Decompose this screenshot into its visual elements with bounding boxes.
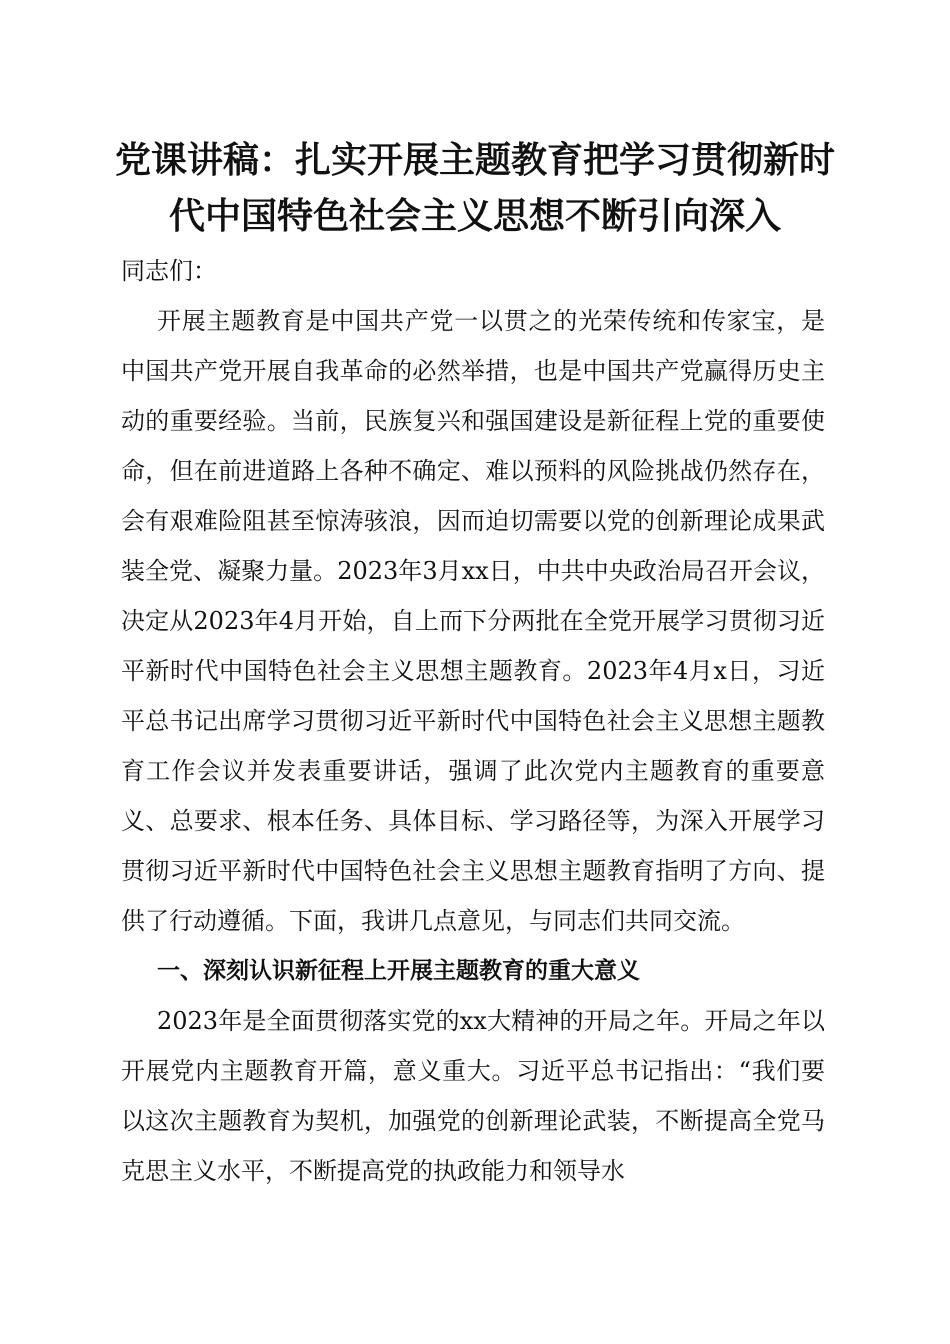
paragraph-intro: 开展主题教育是中国共产党一以贯之的光荣传统和传家宝，是中国共产党开展自我革命的必然举措，也是中国共产党赢得历史主动的重要经验。当前，民族复兴和强国建设是新征程上党的重要使命，但在前进道路上各种不确定、难以预料的风险挑战仍然存在，会有艰难险阻甚至惊涛骇浪，因而迫切需要以党的创新理论成果武装全党、凝聚力量。2023年3月xx日，中共中央政治局召开会议，决定从2023年4月开始，自上而下分两批在全党开展学习贯彻习近平新时代中国特色社会主义思想主题教育。2023年4月x日，习近平总书记出席学习贯彻习近平新时代中国特色社会主义思想主题教育工作会议并发表重要讲话，强调了此次党内主题教育的重要意义、总要求、根本任务、具体目标、学习路径等，为深入开展学习贯彻习近平新时代中国特色社会主义思想主题教育指明了方向、提供了行动遵循。下面，我讲几点意见，与同志们共同交流。 — [121, 307, 825, 935]
document-body — [121, 246, 825, 1196]
salutation: 同志们： — [121, 257, 217, 285]
title-line-2: 代中国特色社会主义思想不断引向深入 — [168, 195, 781, 237]
title-line-1: 党课讲稿：扎实开展主题教育把学习贯彻新时 — [114, 139, 835, 181]
paragraph-section-1: 2023年是全面贯彻落实党的xx大精神的开局之年。开局之年以开展党内主题教育开篇，意义重大。习近平总书记指出：“我们要以这次主题教育为契机，加强党的创新理论武装，不断提高全党马克思主义水平，不断提高党的执政能力和领导水 — [121, 1007, 825, 1185]
section-heading-1: 一、深刻认识新征程上开展主题教育的重大意义 — [157, 958, 640, 984]
document-title — [90, 132, 860, 244]
